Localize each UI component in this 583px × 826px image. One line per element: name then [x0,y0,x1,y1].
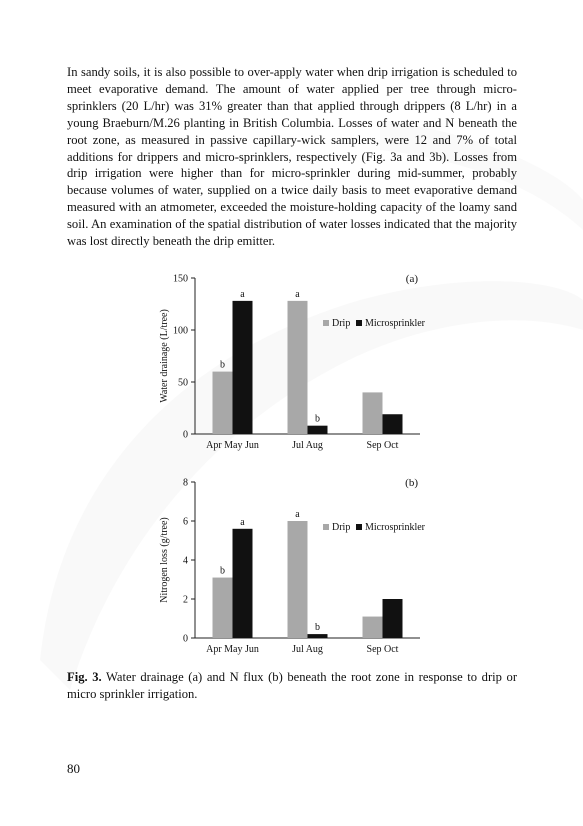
y-axis-label: Nitrogen loss (g/tree) [159,517,170,603]
chart-nitrogen-loss [150,470,440,660]
caption-text: Water drainage (a) and N flux (b) beneath the root zone in response to drip or micro sprinkler irrigation. [67,670,518,701]
panel-label: (a) [405,273,418,285]
y-tick-label: 0 [183,633,188,645]
legend-swatch-microsprinkler [356,320,362,326]
caption-label: Fig. 3. [67,670,102,684]
x-tick-label: Sep Oct [366,440,399,451]
legend-swatch-drip [323,524,329,530]
significance-letter: a [240,288,245,300]
significance-letter: b [220,359,225,371]
y-tick-label: 50 [178,377,188,389]
y-tick-label: 2 [183,594,188,606]
significance-letter: a [295,288,300,300]
bar-microsprinkler [308,426,328,434]
significance-letter: a [240,516,245,528]
bar-drip [288,301,308,434]
bar-microsprinkler [308,634,328,638]
y-tick-label: 0 [183,429,188,441]
bar-microsprinkler [233,301,253,434]
panel-label: (b) [405,477,418,489]
significance-letter: a [295,509,300,520]
x-tick-label: Jul Aug [292,440,323,451]
bar-microsprinkler [383,414,403,434]
bar-microsprinkler [233,529,253,638]
legend-label-microsprinkler: Microsprinkler [365,318,425,329]
x-tick-label: Apr May Jun [206,644,259,655]
bar-drip [363,392,383,434]
body-paragraph: In sandy soils, it is also possible to over-apply water when drip irrigation is scheduled to meet evaporative demand. The amount of water applied per tree through micro-sprinklers (20 L/hr) was 31% greater than that applied through drippers (8 L/hr) in a young Braeburn/M.26 planting in British Columbia. Losses of water and N beneath the root zone, as measured in passive capillary-wick samplers, were 12 and 7% of total additions for drippers and micro-sprinklers, respectively (Fig. 3a and 3b). Losses from drip irrigation were higher than for micro-sprinkler during mid-summer, probably because volumes of water, supplied on a twice daily basis to meet evaporative demand measured with an atmometer, exceeded the moisture-holding capacity of the loamy sand soil. An examination of the spatial distribution of water losses indicated that the majority was lost directly beneath the drip emitter. [67,65,517,249]
significance-letter: b [220,565,225,577]
legend-label-drip: Drip [332,522,351,533]
significance-letter: b [315,413,320,425]
legend-swatch-drip [323,320,329,326]
bar-drip [213,578,233,638]
x-tick-label: Apr May Jun [206,440,259,451]
chart-water-drainage [150,266,440,456]
y-tick-label: 4 [183,555,188,567]
page-number: 80 [67,761,80,776]
x-tick-label: Jul Aug [292,644,323,655]
y-tick-label: 8 [183,477,188,489]
significance-letter: b [315,622,320,634]
y-axis-label: Water drainage (L/tree) [159,309,170,403]
y-tick-label: 150 [173,273,188,285]
bar-drip [288,521,308,638]
legend-label-microsprinkler: Microsprinkler [365,522,425,533]
bar-drip [363,617,383,638]
figure-caption [67,669,517,703]
bar-drip [213,372,233,434]
legend-swatch-microsprinkler [356,524,362,530]
bar-microsprinkler [383,599,403,638]
legend-label-drip: Drip [332,318,351,329]
y-tick-label: 100 [173,325,188,337]
x-tick-label: Sep Oct [366,644,399,655]
y-tick-label: 6 [183,516,188,528]
